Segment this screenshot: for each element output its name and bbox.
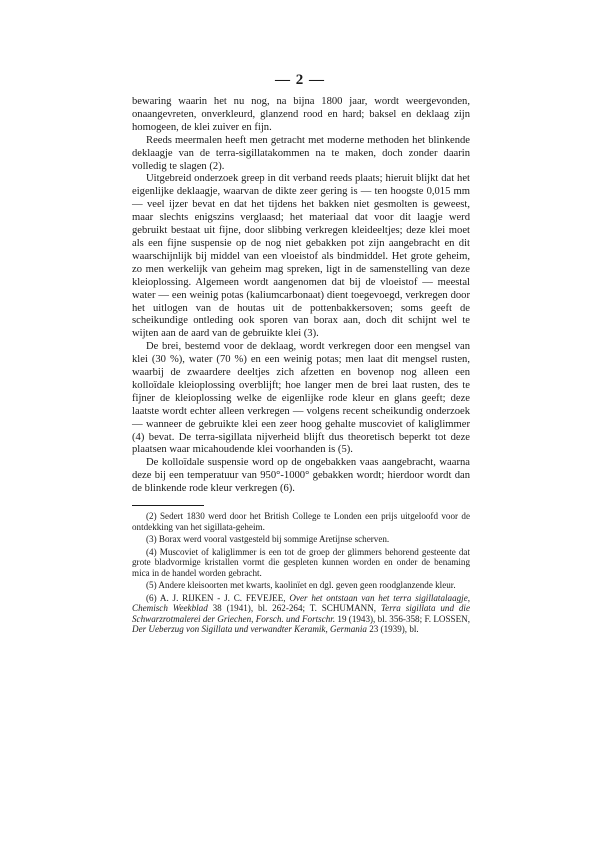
footnotes [132,511,470,635]
footnote-3: (3) Borax werd vooral vastgesteld bij sommige Aretijnse scherven. [146,534,390,545]
footnote-6 [132,593,470,635]
paragraph: Reeds meermalen heeft men getracht met moderne methoden het blinkende deklaagje van de terra-sigillatakommen na te maken, doch zonder daarin volledig te slagen (2). [132,134,470,172]
paragraph: De kolloïdale suspensie word op de ongebakken vaas aangebracht, waarna deze bij een temperatuur van 950°-1000° gebakken wordt; hierdoor wordt dan de blinkende rode kleur verkregen (6). [132,457,470,495]
footnote-6-title-3: Der Ueberzug von Sigillata und verwandter Keramik, Germania [132,624,367,635]
footnote-4: (4) Muscoviet of kaliglimmer is een tot de groep der glimmers behorend gesteente dat grote bladvormige kristallen vormt die gespleten kunnen worden en onder de benaming mica in de handel worden gebracht. [132,546,470,578]
paragraph: Uitgebreid onderzoek greep in dit verband reeds plaats; hieruit blijkt dat het eigenlijke deklaagje, waarvan de dikte zeer gering is — ten hoogste 0,015 mm — veel ijzer bevat en dat het tijdens het bakken niet gesmolten is geweest, maar slechts enigszins verglaasd; het materiaal dat voor dit laagje werd gebruikt bestaat uit fijne, door slibbing verkregen kleideeltjes; deze klei moet als een fijne suspensie op de nog niet gebakken pot zijn aangebracht en dit waarschijnlijk bij middel van een vloeistof als bindmiddel. Het grote geheim, zo men werkelijk van geheim mag spreken, ligt in de samenstelling van deze kleioplossing. Algemeen wordt aangenomen dat bij de vloeistof — meestal water — een weinig potas (kaliumcarbonaat) dient toegevoegd, verkregen door het uitlogen van de houtas uit de pottenbakkersoven; soms geeft de scheikundige ontleding ook sporen van borax aan, doch dit schijnt wel te wijten aan de aard van de gebruikte klei (3). [132,173,470,340]
paragraph: De brei, bestemd voor de deklaag, wordt verkregen door een mengsel van klei (30 %), water (70 %) en een weinig potas; men laat dit mengsel rusten, waarbij de zwaardere deeltjes zich afzetten en bovenop nog alleen een kolloïdale kleioplossing overblijft; hoe langer men de brei laat rusten, des te fijner de kleioplossing welke de eigenlijke rode kleur en glans geeft; deze laatste wordt echter alleen verkregen — volgens recent scheikundig onderzoek — wanneer de gebruikte klei een zeer hoog gehalte muscoviet of kaliglimmer (4) bevat. De terra-sigillata nijverheid blijft dus theoretisch beperkt tot deze plaatsen waar micahoudende klei voorhanden is (5). [132,341,470,456]
paragraph: bewaring waarin het nu nog, na bijna 1800 jaar, wordt weergevonden, onaangevreten, onverkleurd, glanzend rood en hard; baksel en deklaag zijn homogeen, de klei zuiver en fijn. [132,96,470,133]
footnote-6-title-1: Over het ontstaan van het terra sigillatalaagje, Chemisch Weekblad [132,592,471,614]
body-text [132,96,470,496]
footnote-5: (5) Andere kleisoorten met kwarts, kaolinïet en dgl. geven geen roodglanzende kleur. [146,580,456,591]
footnote-2: (2) Sedert 1830 werd door het British College te Londen een prijs uitgeloofd voor de ontdekking van het sigillata-geheim. [132,511,470,532]
text-block [132,96,470,637]
footnote-6-ref-2: 19 (1943), bl. 356-358; F. LOSSEN, [337,613,470,624]
page-number: — 2 — [275,72,325,88]
footnote-6-title-2: Terra sigillata und die Schwarzrotmalerei der Griechen, Forsch. und Fortschr. [132,603,470,624]
footnote-6-prefix: (6) A. J. RIJKEN - J. C. FEVEJEE, [146,592,286,603]
footnote-divider [132,505,204,506]
footnote-6-ref-3: 23 (1939), bl. [369,624,419,635]
footnote-6-ref-1: 38 (1941), bl. 262-264; T. SCHUMANN, [212,603,377,614]
